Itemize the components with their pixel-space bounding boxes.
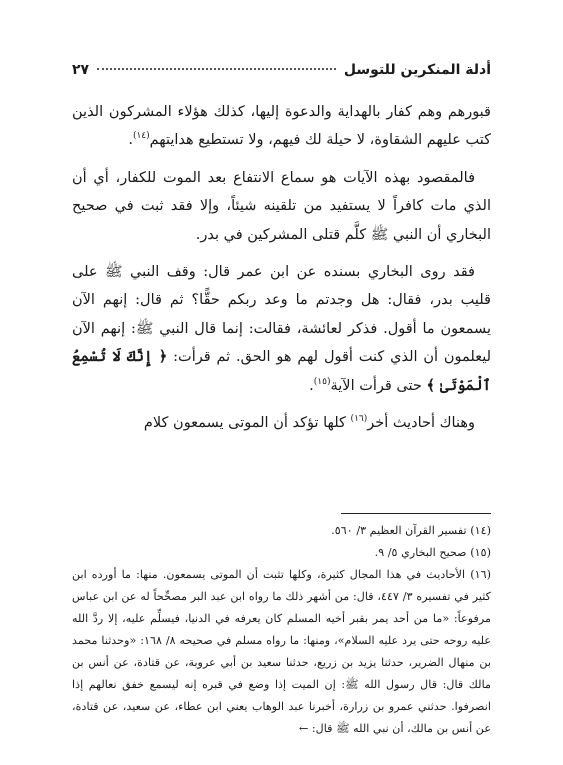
footnotes	[72, 520, 491, 740]
footnote-15: (١٥) صحيح البخاري ٥/ ٩.	[374, 546, 491, 559]
page-number: ٢٧	[72, 62, 90, 78]
quran-verse: ﴿ إِنَّكَ لَا تُسْمِعُ ٱلْمَوْتَىٰ ﴾	[72, 348, 491, 394]
paragraph-1-end: .	[128, 132, 133, 149]
paragraph-4	[72, 409, 491, 437]
page-header	[72, 62, 491, 86]
footnote-ref-16: (١٦)	[350, 414, 368, 425]
footnote-16: (١٦) الأحاديث في هذا المجال كثيرة، وكلها تثبت أن الموتى يسمعون. منها: ما أورده ابن كثير في تفسيره ٣/ ٤٤٧، قال: من أشهر ذلك ما رواه ابن عبد البر مصحِّحاً له عن ابن عباس مرفوعاً: «ما من أحد يمر بقبر أخيه المسلم كان يعرفه في الدنيا، فيسلِّم عليه، إلا ردَّ الله عليه روحه حتى يرد عليه السلام»، ومنها: ما رواه مسلم في صحيحه ٨/ ١٦٨: «وحدثنا محمد بن منهال الضرير، حدثنا يزيد بن زريع، حدثنا سعيد بن أبي عروبة، عن قتادة، عن أنس بن مالك قال: قال رسول الله ﷺ: إن الميت إذا وضع في قبره إنه ليسمع خفق نعالهم إذا انصرفوا. حدثني عمرو بن زرارة، أخبرنا عبد الوهاب يعني ابن عطاء، عن سعيد، عن قتادة، عن أنس بن مالك، أن نبي الله ﷺ قال: ←	[72, 568, 492, 735]
paragraph-3-end: .	[309, 377, 314, 394]
footnote-ref-15: (١٥)	[313, 376, 331, 387]
paragraph-1-text: قبورهم وهم كفار بالهداية والدعوة إليها، كذلك هؤلاء المشركون الذين كتب عليهم الشقاوة، لا حيلة لك فيهم، ولا تستطيع هدايتهم	[72, 104, 491, 149]
paragraph-1	[72, 98, 491, 155]
paragraph-3	[72, 258, 491, 400]
header-dot-leader	[97, 68, 336, 70]
paragraph-3-text: فقد روى البخاري بسنده عن ابن عمر قال: وقف النبي ﷺ على قليب بدر، فقال: هل وجدتم ما وعد ربكم حقًّا؟ ثم قال: إنهم الآن يسمعون ما أقول. فذكر لعائشة، فقالت: إنما قال النبي ﷺ: إنهم الآن ليعلمون أن الذي كنت أقول لهم هو الحق. ثم قرأت:	[72, 264, 492, 366]
paragraph-4-after: كلها تؤكد أن الموتى يسمعون كلام	[143, 415, 346, 432]
footnote-14: (١٤) تفسير القرآن العظيم ٣/ ٥٦٠.	[331, 524, 491, 537]
footnote-ref-14: (١٤)	[132, 131, 150, 142]
running-title: أدلة المنكرين للتوسل	[343, 62, 491, 78]
paragraph-2: فالمقصود بهذه الآيات هو سماع الانتفاع بعد الموت للكفار، أي أن الذي مات كافراً لا يستفيد من تلقينه شيئاً، وإلا فقد ثبت في صحيح البخاري أن النبي ﷺ كلَّم قتلى المشركين في بدر.	[72, 169, 491, 243]
main-text	[72, 98, 491, 446]
paragraph-4-text: وهناك أحاديث أخر	[367, 415, 475, 432]
paragraph-3-after: حتى قرأت الآية	[330, 377, 422, 394]
footnote-separator	[341, 513, 491, 514]
